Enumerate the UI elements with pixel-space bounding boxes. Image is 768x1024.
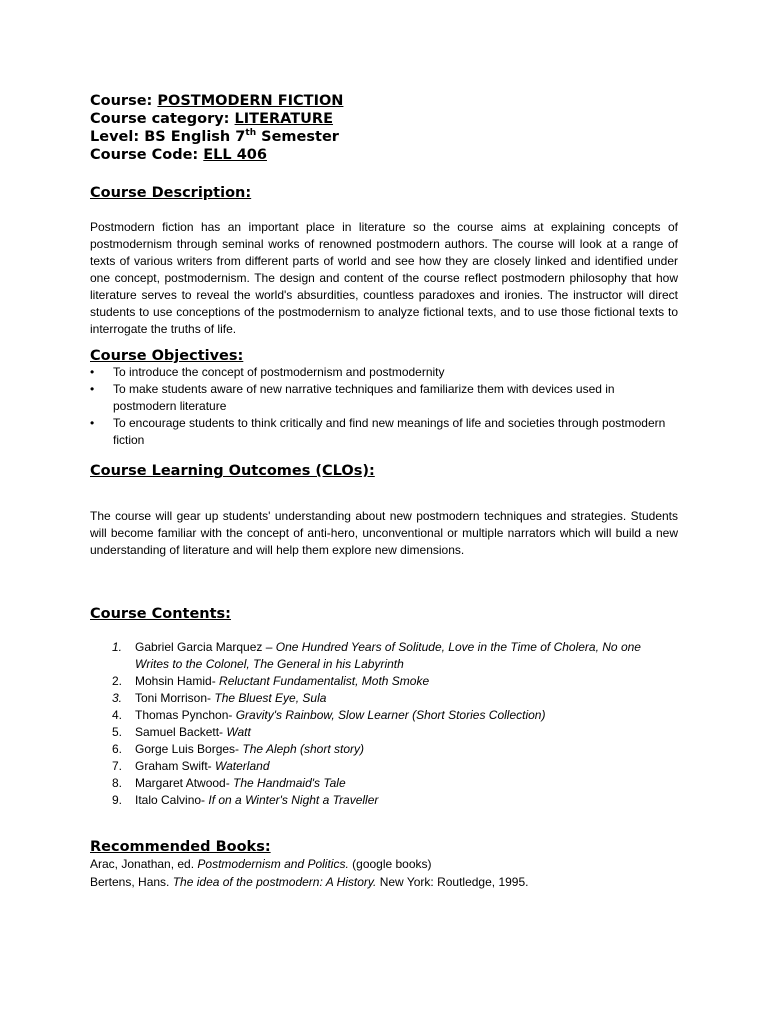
contents-heading: Course Contents: bbox=[90, 606, 231, 622]
course-code-value: ELL 406 bbox=[203, 147, 267, 163]
list-item bbox=[90, 707, 678, 724]
item-number: 7. bbox=[112, 759, 123, 773]
book-details: New York: Routledge, 1995. bbox=[376, 875, 529, 889]
item-author: Toni Morrison- bbox=[135, 691, 215, 705]
item-works: The Aleph (short story) bbox=[242, 742, 364, 756]
item-number: 3. bbox=[112, 691, 123, 705]
item-number: 8. bbox=[112, 776, 123, 790]
list-item bbox=[90, 364, 678, 381]
item-author: Italo Calvino- bbox=[135, 793, 209, 807]
list-item bbox=[90, 855, 678, 873]
item-works: Waterland bbox=[215, 759, 270, 773]
item-number: 5. bbox=[112, 725, 123, 739]
course-level-prefix: BS English 7 bbox=[144, 129, 246, 145]
item-author: Gabriel Garcia Marquez – bbox=[135, 640, 276, 654]
item-author: Thomas Pynchon- bbox=[135, 708, 236, 722]
books-heading: Recommended Books: bbox=[90, 839, 271, 855]
list-item bbox=[90, 724, 678, 741]
item-author: Graham Swift- bbox=[135, 759, 216, 773]
list-item bbox=[90, 775, 678, 792]
item-works: Gravity's Rainbow, Slow Learner (Short Stories Collection) bbox=[235, 708, 546, 722]
course-category-line bbox=[90, 110, 678, 128]
bullet-icon: • bbox=[90, 382, 95, 396]
list-item bbox=[90, 639, 678, 673]
course-level-sup: th bbox=[245, 128, 257, 139]
item-works: The Bluest Eye, Sula bbox=[214, 691, 327, 705]
course-category-value: LITERATURE bbox=[234, 111, 333, 127]
outcomes-text: The course will gear up students' understanding about new postmodern techniques and strategies. Students will become familiar with the concept of anti-hero, unconventional or multiple narrators which will build a new understanding of literature and will help them explore new dimensions. bbox=[90, 509, 678, 557]
list-item bbox=[90, 741, 678, 758]
item-author: Gorge Luis Borges- bbox=[135, 742, 243, 756]
item-number: 1. bbox=[112, 640, 123, 654]
item-author: Margaret Atwood- bbox=[135, 776, 234, 790]
item-works: If on a Winter's Night a Traveller bbox=[208, 793, 379, 807]
item-works: The Handmaid's Tale bbox=[233, 776, 346, 790]
list-item bbox=[90, 758, 678, 775]
item-works: Reluctant Fundamentalist, Moth Smoke bbox=[219, 674, 430, 688]
course-level-line bbox=[90, 128, 678, 146]
course-title-line bbox=[90, 92, 678, 110]
course-title-label: Course: bbox=[90, 93, 153, 109]
objective-text: To encourage students to think critically and find new meanings of life and societies through postmodern fiction bbox=[113, 416, 666, 447]
book-author: Arac, Jonathan, ed. bbox=[90, 857, 198, 871]
book-details: (google books) bbox=[348, 857, 432, 871]
item-number: 4. bbox=[112, 708, 123, 722]
book-author: Bertens, Hans. bbox=[90, 875, 173, 889]
books-list bbox=[90, 855, 678, 891]
objective-text: To make students aware of new narrative techniques and familiarize them with devices used in postmodern literature bbox=[113, 382, 615, 413]
list-item bbox=[90, 690, 678, 707]
document-page bbox=[90, 92, 678, 891]
course-title-value: POSTMODERN FICTION bbox=[157, 93, 344, 109]
item-works: One Hundred Years of Solitude, Love in the Time of Cholera, No one Writes to the Colonel, The General in his Labyrinth bbox=[135, 640, 641, 671]
description-text: Postmodern fiction has an important place in literature so the course aims at explaining concepts of postmodernism through seminal works of renowned postmodern authors. The course will look at a range of texts of various writers from different parts of world and see how they are closely linked and identified under one concept, postmodernism. The design and content of the course reflect postmodern philosophy that how literature serves to reveal the world's absurdities, countless paradoxes and ironies. The instructor will direct students to use conceptions of the postmodernism to analyze fictional texts, and to use those fictional texts to interrogate the truths of life. bbox=[90, 220, 678, 336]
book-title: Postmodernism and Politics. bbox=[197, 857, 349, 871]
course-code-line bbox=[90, 146, 678, 164]
course-meta bbox=[90, 92, 678, 164]
item-number: 6. bbox=[112, 742, 123, 756]
item-works: Watt bbox=[226, 725, 251, 739]
bullet-icon: • bbox=[90, 365, 95, 379]
book-title: The idea of the postmodern: A History. bbox=[172, 875, 377, 889]
item-author: Mohsin Hamid- bbox=[135, 674, 220, 688]
list-item bbox=[90, 873, 678, 891]
course-code-label: Course Code: bbox=[90, 147, 199, 163]
course-level-suffix: Semester bbox=[256, 129, 339, 145]
course-category-label: Course category: bbox=[90, 111, 230, 127]
bullet-icon: • bbox=[90, 416, 95, 430]
outcomes-heading: Course Learning Outcomes (CLOs): bbox=[90, 463, 375, 479]
objective-text: To introduce the concept of postmodernism and postmodernity bbox=[113, 365, 445, 379]
list-item bbox=[90, 381, 678, 415]
description-heading: Course Description: bbox=[90, 185, 252, 201]
list-item bbox=[90, 673, 678, 690]
contents-list bbox=[90, 639, 678, 809]
course-level-label: Level: bbox=[90, 129, 140, 145]
item-author: Samuel Backett- bbox=[135, 725, 227, 739]
objectives-heading: Course Objectives: bbox=[90, 348, 244, 364]
item-number: 2. bbox=[112, 674, 123, 688]
objectives-list bbox=[90, 364, 678, 449]
list-item bbox=[90, 415, 678, 449]
list-item bbox=[90, 792, 678, 809]
item-number: 9. bbox=[112, 793, 123, 807]
